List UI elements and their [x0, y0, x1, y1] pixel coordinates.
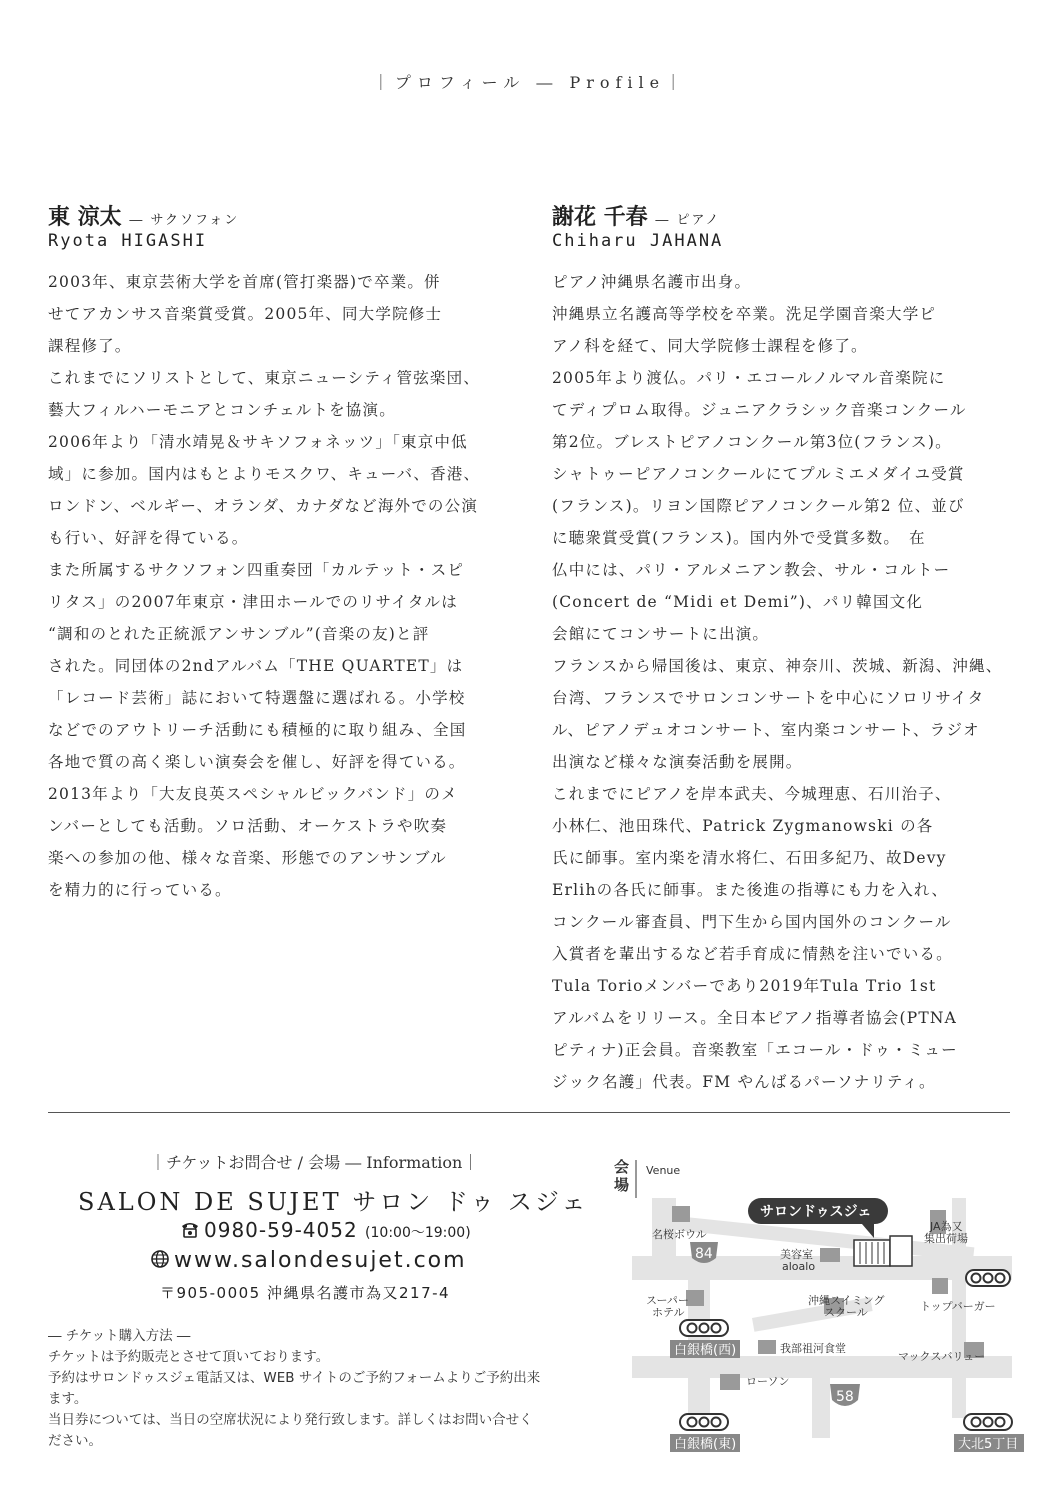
bio-line: 出演など様々な演奏活動を展開。 [552, 753, 803, 771]
lm-ja2: 集出荷場 [924, 1232, 968, 1245]
bio-line: ピアノ沖縄県名護市出身。 [552, 273, 752, 291]
lm-meiou: 名桜ボウル [652, 1228, 707, 1241]
bio-line: ル、ピアノデュオコンサート、室内楽コンサート、ラジオ [552, 721, 980, 739]
bio-line: 2003年、東京芸術大学を首席(管打楽器)で卒業。併 [48, 273, 441, 291]
lm-super: スーパー [646, 1294, 689, 1307]
ticket-line: 当日券については、当日の空席状況により発行致します。詳しくはお問い合せく [48, 1412, 533, 1428]
name-en: Chiharu JAHANA [552, 231, 724, 251]
lm-okita: 大北5丁目 [958, 1437, 1019, 1452]
bio-line: 氏に師事。室内楽を清水将仁、石田多紀乃、故Devy [552, 849, 947, 867]
bio-line: Tula Torioメンバーであり2019年Tula Trio 1st [552, 977, 937, 995]
section-divider [48, 1112, 1010, 1113]
info-title: ｜チケットお問合せ / 会場 ― Information｜ [150, 1153, 479, 1172]
ticket-info [48, 1326, 628, 1452]
bio-line: アルバムをリリース。全日本ピアノ指導者協会(PTNA [552, 1009, 958, 1027]
name-ja-text: 謝花 千春 [552, 204, 648, 230]
bio-line: 各地で質の高く楽しい演奏会を催し、好評を得ている。 [48, 753, 466, 771]
bio-line: シャトゥーピアノコンクールにてプルミエメダイユ受賞 [552, 465, 965, 483]
name-ja-text: 東 涼太 [48, 204, 122, 230]
bio-line: ンバーとしても活動。ソロ活動、オーケストラや吹奏 [48, 817, 448, 835]
bio-line: 小林仁、池田珠代、Patrick Zygmanowski の各 [552, 817, 934, 835]
profile-higashi [48, 200, 239, 251]
bio-line: 会館にてコンサートに出演。 [552, 625, 770, 643]
bio-line: 2005年より渡仏。パリ・エコールノルマル音楽院に [552, 369, 946, 387]
lm-wabe: 我部祖河食堂 [780, 1342, 846, 1355]
bio-line: 台湾、フランスでサロンコンサートを中心にソロリサイタ [552, 689, 985, 707]
lm-swim2: スクール [824, 1306, 868, 1319]
bio-line: ピティナ)正会員。音楽教室「エコール・ドゥ・ミュー [552, 1041, 958, 1059]
map-callout: サロンドゥスジェ [760, 1204, 872, 1220]
bio-line: を精力的に行っている。 [48, 881, 232, 899]
bio-line: された。同団体の2ndアルバム「THE QUARTET」は [48, 657, 464, 675]
bio-line: また所属するサクソフォン四重奏団「カルテット・スピ [48, 561, 465, 579]
bio-line: に聴衆賞受賞(フランス)。国内外で受賞多数。 在 [552, 529, 926, 547]
website-url[interactable]: www.salondesujet.com [174, 1248, 467, 1273]
instrument: ― ピアノ [655, 213, 721, 228]
lm-super2: ホテル [652, 1306, 685, 1319]
ticket-line: ます。 [48, 1391, 88, 1407]
bio-line: これまでにピアノを岸本武夫、今城理恵、石川治子、 [552, 785, 952, 803]
ticket-line: ださい。 [48, 1433, 102, 1449]
bio-line: てディプロム取得。ジュニアクラシック音楽コンクール [552, 401, 967, 419]
bio-line: (Concert de “Midi et Demi”)、パリ韓国文化 [552, 593, 924, 611]
ticket-heading: ― チケット購入方法 ― [48, 1328, 191, 1344]
venue-name: SALON DE SUJET サロン ドゥ スジェ [78, 1188, 589, 1216]
globe-icon [150, 1249, 170, 1269]
bio-line: これまでにソリストとして、東京ニューシティ管弦楽団、 [48, 369, 481, 387]
bio-line: Erlihの各氏に師事。また後進の指導にも力を入れ、 [552, 881, 949, 899]
bio-line: などでのアウトリーチ活動にも積極的に取り組み、全国 [48, 721, 467, 739]
route-84: 84 [695, 1246, 713, 1262]
bio-line: 「レコード芸術」誌において特選盤に選ばれる。小学校 [48, 689, 466, 707]
website-line[interactable] [150, 1248, 467, 1273]
name-ja [552, 200, 723, 231]
phone-icon [180, 1221, 200, 1239]
lm-max: マックスバリュー [898, 1350, 986, 1363]
bio-line: 仏中には、パリ・アルメニアン教会、サル・コルトー [552, 561, 951, 579]
bio-line: 課程修了。 [48, 337, 132, 355]
instrument: ― サクソフォン [129, 213, 240, 228]
bio-line: 域」に参加。国内はもとよりモスクワ、キューバ、香港、 [48, 465, 481, 483]
bio-line: アノ科を経て、同大学院修士課程を修了。 [552, 337, 868, 355]
phone-number[interactable]: 0980-59-4052 [204, 1218, 358, 1242]
lm-shiro-nishi: 白銀橋(西) [674, 1343, 737, 1358]
lm-topburger: トップバーガー [920, 1300, 996, 1313]
lm-swim: 沖縄スイミング [808, 1294, 885, 1307]
bio-line: 第2位。ブレストピアノコンクール第3位(フランス)。 [552, 433, 952, 451]
address: 〒905-0005 沖縄県名護市為又217-4 [160, 1284, 451, 1302]
bio-line: 沖縄県立名護高等学校を卒業。洗足学園音楽大学ピ [552, 305, 937, 323]
lm-shiro-higashi: 白銀橋(東) [674, 1437, 737, 1452]
bio-line: ロンドン、ベルギー、オランダ、カナダなど海外での公演 [48, 497, 479, 515]
profile-jahana [552, 200, 723, 251]
lm-ja: JA為又 [930, 1220, 963, 1233]
bio-line: フランスから帰国後は、東京、神奈川、茨城、新潟、沖縄、 [552, 657, 1003, 675]
phone-line[interactable] [180, 1218, 471, 1242]
bio-higashi [48, 266, 518, 906]
bio-line: 2013年より「大友良英スペシャルビックバンド」のメ [48, 785, 458, 803]
bio-line: コンクール審査員、門下生から国内国外のコンクール [552, 913, 952, 931]
bio-line: ジック名護」代表。FM やんばるパーソナリティ。 [552, 1073, 936, 1091]
lm-salon: 美容室 [780, 1248, 813, 1261]
ticket-line: チケットは予約販売とさせて頂いております。 [48, 1349, 330, 1365]
bio-line: 藝大フィルハーモニアとコンチェルトを協演。 [48, 401, 396, 419]
bio-line: せてアカンサス音楽賞受賞。2005年、同大学院修士 [48, 305, 443, 323]
bio-line: も行い、好評を得ている。 [48, 529, 249, 547]
name-en: Ryota HIGASHI [48, 231, 208, 251]
bio-line: “調和のとれた正統派アンサンブル”(音楽の友)と評 [48, 625, 430, 643]
bio-line: 2006年より「清水靖晃＆サキソフォネッツ」「東京中低 [48, 433, 468, 451]
venue-map [612, 1158, 1032, 1458]
ticket-line: 予約はサロンドゥスジェ電話又は、WEB サイトのご予約フォームよりご予約出来 [48, 1370, 541, 1386]
lm-lawson: ローソン [746, 1375, 790, 1388]
bio-line: 楽への参加の他、様々な音楽、形態でのアンサンブル [48, 849, 447, 867]
lm-salon2: aloalo [782, 1260, 816, 1273]
phone-hours: (10:00〜19:00) [365, 1225, 471, 1241]
route-58: 58 [836, 1389, 854, 1405]
bio-line: リタス」の2007年東京・津田ホールでのリサイタルは [48, 593, 458, 611]
profile-header: ｜プロフィール ― Profile｜ [372, 73, 688, 92]
bio-line: (フランス)。リヨン国際ピアノコンクール第2 位、並び [552, 497, 965, 515]
name-ja [48, 200, 239, 231]
bio-line: 入賞者を輩出するなど若手育成に情熱を注いでいる。 [552, 945, 953, 963]
map-title-1: 会 [614, 1158, 630, 1176]
bio-jahana [552, 266, 1032, 1098]
map-title-en: Venue [646, 1164, 681, 1177]
map-title-2: 場 [614, 1176, 630, 1194]
